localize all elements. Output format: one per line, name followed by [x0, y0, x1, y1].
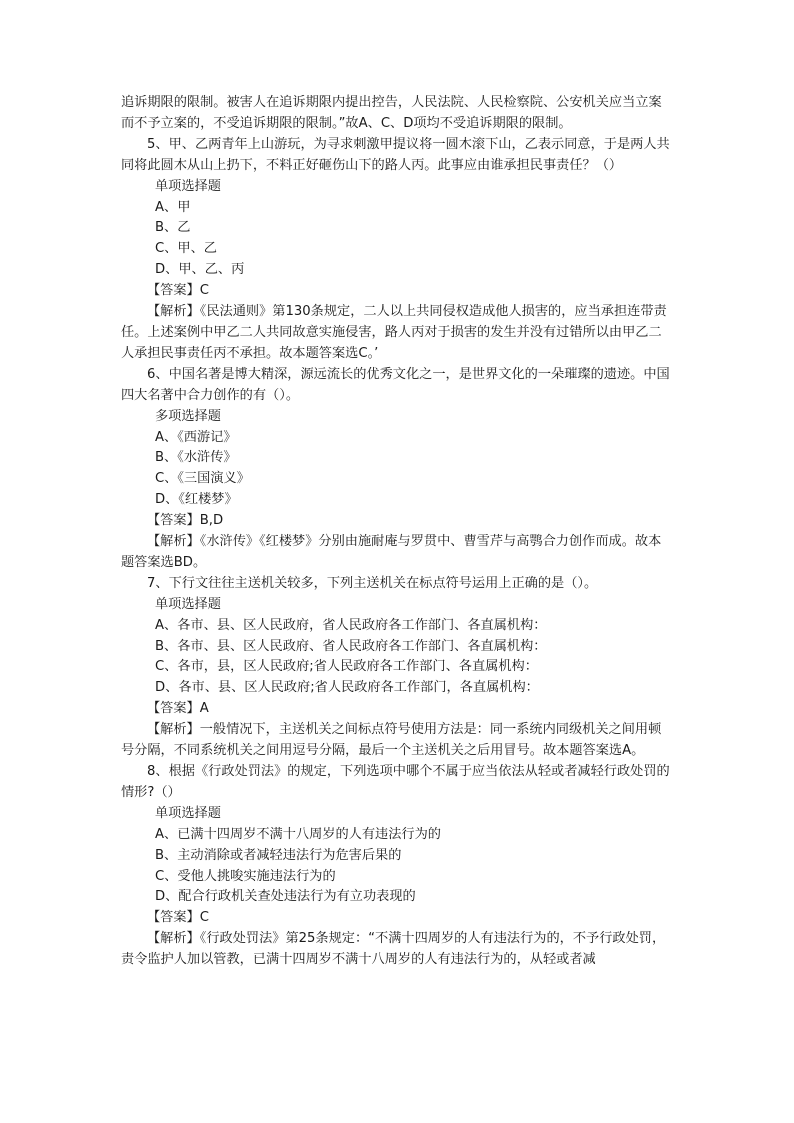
option-a: A、各市、县、区人民政府，省人民政府各工作部门、各直属机构： — [155, 617, 547, 633]
question-type: 单项选择题 — [155, 805, 221, 821]
option-a: A、《西游记》 — [155, 429, 237, 445]
analysis-paragraph: 【解析】《民法通则》第130条规定，二人以上共同侵权造成他人损害的，应当承担连带责任。上述案例中甲乙二人共同故意实施侵害，路人丙对于损害的发生并没有过错所以由甲乙二人承担民事责任丙不承担。故本题答案选C。’ — [121, 304, 667, 361]
continuation-paragraph: 追诉期限的限制。被害人在追诉期限内提出控告，人民法院、人民检察院、公安机关应当立案而不予立案的，不受追诉期限的限制。”故A、C、D项均不受追诉期限的限制。 — [121, 95, 662, 131]
option-d: D、各市、县、区人民政府;省人民政府各工作部门，各直属机构： — [155, 680, 539, 696]
analysis-paragraph: 【解析】一般情况下，主送机关之间标点符号使用方法是：同一系统内同级机关之间用顿号分隔，不同系统机关之间用逗号分隔，最后一个主送机关之后用冒号。故本题答案选A。 — [121, 722, 662, 759]
question-type: 多项选择题 — [155, 408, 221, 424]
question-stem: 5、甲、乙两青年上山游玩，为寻求刺激甲提议将一圆木滚下山，乙表示同意，于是两人共同将此圆木从山上扔下，不料正好砸伤山下的路人丙。此事应由谁承担民事责任？（） — [121, 136, 670, 173]
question-stem: 8、根据《行政处罚法》的规定，下列选项中哪个不属于应当依法从轻或者减轻行政处罚的情形?（） — [121, 764, 670, 800]
option-b: B、乙 — [155, 220, 191, 236]
answer-line: 【答案】B,D — [147, 513, 224, 529]
question-type: 单项选择题 — [155, 178, 221, 194]
analysis-paragraph: 【解析】《行政处罚法》第25条规定：“不满十四周岁的人有违法行为的，不予行政处罚，责令监护人加以管教，已满十四周岁不满十八周岁的人有违法行为的，从轻或者减 — [121, 931, 666, 968]
option-b: B、《水浒传》 — [155, 450, 237, 466]
question-stem: 7、下行文往往主送机关较多，下列主送机关在标点符号运用上正确的是（）。 — [147, 575, 598, 591]
option-c: C、甲、乙 — [155, 241, 217, 257]
option-b: B、主动消除或者减轻违法行为危害后果的 — [155, 847, 402, 863]
answer-line: 【答案】C — [147, 910, 209, 926]
option-d: D、甲、乙、丙 — [155, 262, 245, 278]
analysis-paragraph: 【解析】《水浒传》《红楼梦》分别由施耐庵与罗贯中、曹雪芹与高鹗合力创作而成。故本题答案选BD。 — [121, 534, 662, 570]
question-block — [121, 574, 674, 762]
question-block — [121, 762, 674, 971]
option-c: C、《三国演义》 — [155, 471, 250, 487]
question-stem: 6、中国名著是博大精深，源远流长的优秀文化之一，是世界文化的一朵璀璨的遗迹。中国四大名著中合力创作的有（）。 — [121, 366, 670, 403]
option-a: A、甲 — [155, 199, 191, 215]
option-d: D、配合行政机关查处违法行为有立功表现的 — [155, 889, 416, 905]
question-block — [121, 365, 674, 574]
option-d: D、《红楼梦》 — [155, 492, 238, 508]
page-body — [121, 93, 674, 971]
answer-line: 【答案】C — [147, 283, 209, 299]
option-c: C、受他人挑唆实施违法行为的 — [155, 868, 336, 884]
question-type: 单项选择题 — [155, 596, 221, 612]
answer-line: 【答案】A — [147, 701, 209, 717]
option-c: C、各市，县，区人民政府;省人民政府各工作部门、各直属机构： — [155, 659, 538, 675]
option-a: A、已满十四周岁不满十八周岁的人有违法行为的 — [155, 826, 441, 842]
question-block — [121, 135, 674, 365]
option-b: B、各市、县、区人民政府、省人民政府各工作部门、各直属机构： — [155, 638, 547, 654]
